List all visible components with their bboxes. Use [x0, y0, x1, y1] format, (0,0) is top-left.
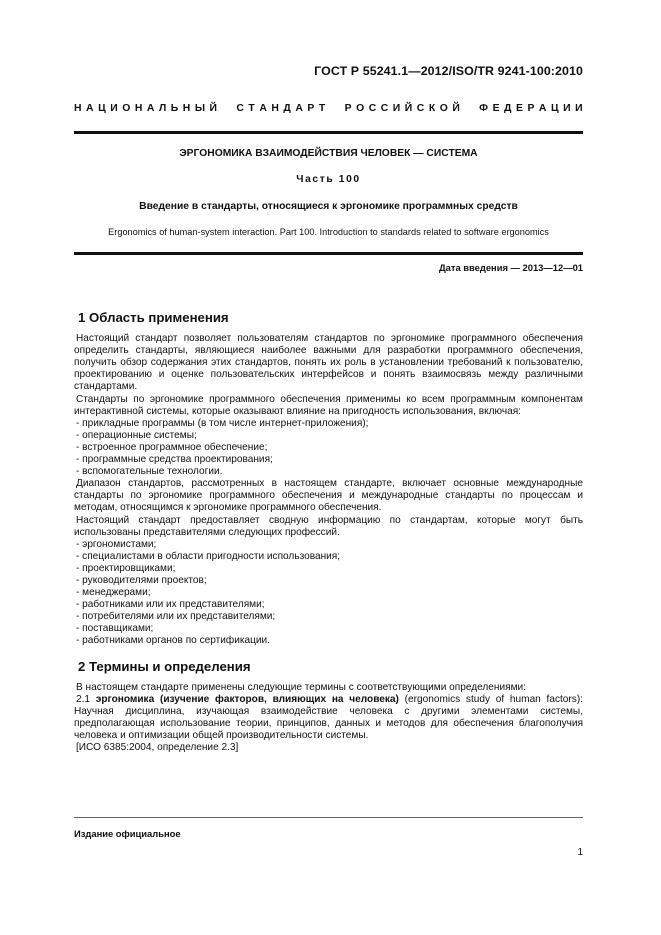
banner-letter: Й [452, 103, 460, 114]
banner-letter: О [122, 103, 131, 114]
banner-letter: И [575, 103, 583, 114]
list-item: - встроенное программное обеспечение; [76, 441, 268, 453]
body-content [74, 312, 583, 754]
banner-letter: С [416, 103, 425, 114]
banner-letter: Т [248, 103, 255, 114]
software-components-list [74, 418, 583, 478]
banner-letter: Н [134, 103, 143, 114]
professions-list [74, 539, 583, 648]
banner-letter: И [110, 103, 118, 114]
banner-letter: А [295, 103, 303, 114]
list-item: - менеджерами; [76, 587, 151, 599]
banner-letter: А [146, 103, 155, 114]
edition-note: Издание официальное [74, 828, 181, 839]
term-definition [74, 694, 583, 742]
list-item: - работниками или их представителями; [76, 599, 265, 611]
banner-letter: Й [404, 103, 413, 114]
title-rule [74, 252, 583, 255]
banner-letter: Д [504, 103, 512, 114]
banner-letter: Н [74, 103, 82, 114]
document-subtitle: Введение в стандарты, относящиеся к эргономике программных средств [139, 201, 518, 212]
banner-letter: Ы [194, 103, 205, 114]
banner-letter: Т [318, 103, 326, 114]
banner-letter: Р [344, 103, 352, 114]
document-part: Часть 100 [296, 174, 361, 185]
list-item: - руководителями проектов; [76, 574, 207, 586]
section-2-intro: В настоящем стандарте применены следующие термины с соответствующими определениями: [76, 681, 526, 693]
list-item: - работниками органов по сертификации. [76, 635, 270, 647]
banner-space [337, 103, 340, 114]
banner-letter: А [538, 103, 547, 114]
gost-designation: ГОСТ Р 55241.1—2012/ISO/TR 9241-100:2010 [314, 64, 583, 78]
list-item: - операционные системы; [76, 429, 197, 441]
banner-letter: С [380, 103, 389, 114]
banner-letter: Е [515, 103, 523, 114]
banner-letter: Д [283, 103, 291, 114]
section-1-paragraph-4: Настоящий стандарт предоставляет сводную информацию по стандартам, которые могут быть использованы представителями следующих профессий. [74, 514, 583, 538]
banner-letter: С [236, 103, 244, 114]
banner-space [330, 103, 333, 114]
banner-letter: Ф [479, 103, 489, 114]
banner-letter: О [356, 103, 365, 114]
banner-letter: Н [271, 103, 279, 114]
term-text: (ergonomics study of human factors): Научная дисциплина, изучающая взаимодействие человека с другими элементами системы, предполагающая использование теории, принципов, данных и методов для обеспечения благополучия человека и оптимизации общей производительности системы. [74, 693, 583, 741]
banner-letter: Н [182, 103, 191, 114]
term-number: 2.1 [76, 693, 91, 705]
header-rule [74, 131, 583, 134]
section-1-heading: 1 Область применения [78, 310, 229, 325]
banner-space [222, 103, 225, 114]
banner-letter: Ц [98, 103, 106, 114]
section-1-paragraph-2: Стандарты по эргономике программного обеспечения применимы ко всем программным компонентам интерактивной системы, которые оказывают влияние на пригодность использования, включая: [74, 393, 583, 417]
national-standard-banner [74, 103, 583, 114]
section-1-paragraph-1: Настоящий стандарт позволяет пользователям стандартов по эргономике программного обеспечения определить стандарты, являющиеся наиболее важными для разработки программного обеспечения, получить обзор содержания этих стандартов, понять их роль в установлении требований к пользователю, проектированию и оценке пользовательских интерфейсов и понять взаимосвязь между различными стандартами. [74, 333, 583, 393]
banner-letter: А [259, 103, 267, 114]
document-title: ЭРГОНОМИКА ВЗАИМОДЕЙСТВИЯ ЧЕЛОВЕК — СИСТЕМА [179, 148, 478, 159]
banner-letter: Й [209, 103, 217, 114]
english-title: Ergonomics of human-system interaction. Part 100. Introduction to standards related to software ergonomics [108, 227, 549, 237]
banner-letter: И [392, 103, 401, 114]
effective-date: Дата введения — 2013—12—01 [438, 262, 583, 273]
list-item: - вспомогательные технологии. [76, 466, 223, 478]
banner-letter: Е [492, 103, 500, 114]
list-item: - потребителями или их представителями; [76, 611, 276, 623]
banner-letter: С [368, 103, 377, 114]
footer-rule [74, 817, 583, 818]
banner-letter: А [86, 103, 94, 114]
list-item: - программные средства проектирования; [76, 454, 273, 466]
banner-letter: Ц [550, 103, 559, 114]
banner-letter: Ь [170, 103, 179, 114]
banner-space [229, 103, 232, 114]
page-number: 1 [577, 847, 583, 858]
term-reference: [ИСО 6385:2004, определение 2.3] [76, 742, 239, 754]
banner-space [472, 103, 475, 114]
list-item: - специалистами в области пригодности использования; [76, 550, 341, 562]
list-item: - эргономистами; [76, 538, 157, 550]
banner-space [464, 103, 467, 114]
list-item: - поставщиками; [76, 623, 154, 635]
banner-letter: Р [307, 103, 315, 114]
banner-letter: Р [527, 103, 535, 114]
banner-letter: И [563, 103, 571, 114]
term-name: эргономика (изучение факторов, влияющих на человека) [95, 693, 399, 705]
banner-letter: Л [158, 103, 167, 114]
section-2-heading: 2 Термины и определения [78, 658, 251, 674]
list-item: - прикладные программы (в том числе интернет-приложения); [76, 417, 369, 429]
list-item: - проектировщиками; [76, 562, 176, 574]
section-1-paragraph-3: Диапазон стандартов, рассмотренных в настоящем стандарте, включает основные международные стандарты по эргономике программного обеспечения и международные стандарты по процессам и методам, относящимся к эргономике программного обеспечения. [74, 478, 583, 514]
banner-letter: О [439, 103, 448, 114]
banner-letter: К [428, 103, 436, 114]
